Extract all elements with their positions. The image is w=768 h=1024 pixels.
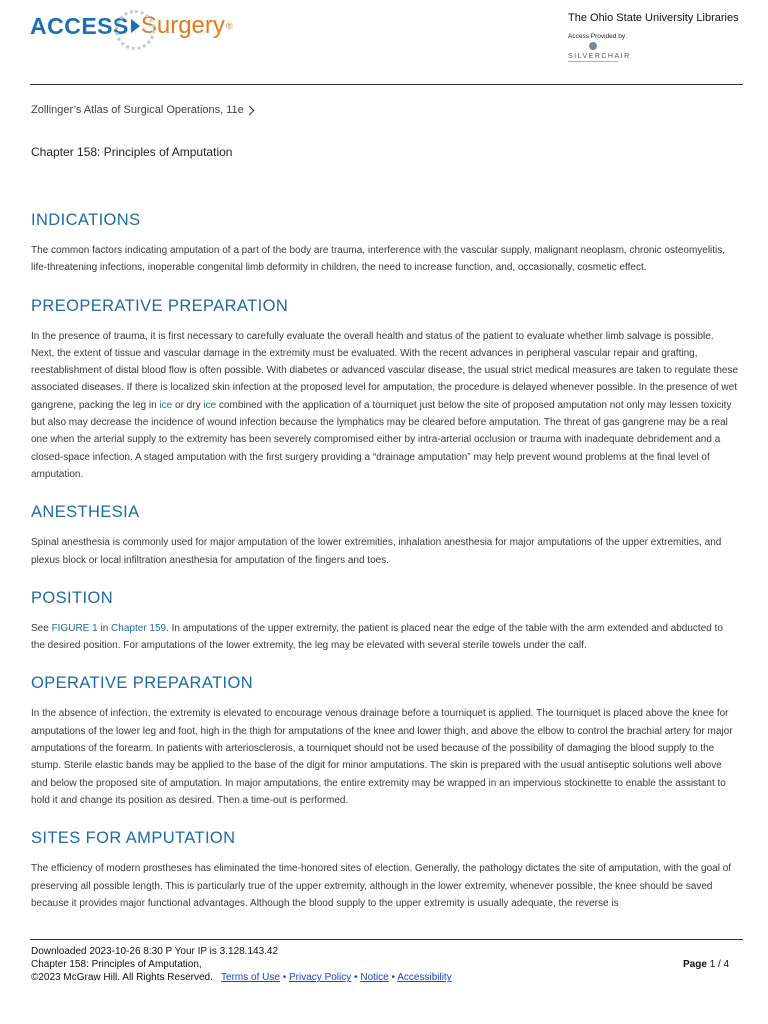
- logo-surgery-text: Surgery: [140, 12, 225, 39]
- footer-separator: •: [354, 972, 358, 984]
- dry-ice-link[interactable]: ice: [203, 399, 217, 411]
- preoperative-text-a: In the presence of trauma, it is first necessary to carefully evaluate the overall health and status of the patient to evaluate whether limb salvage is possible. Next, the extent of tissue and vascular damage in the extremity must be evaluated. With the recent advances in peripheral vascular repair and grafting, reestablishment of distal blood flow is often possible. With diabetes or advanced vascular disease, the usual strict medical measures are taken to regulate these associated diseases. If there is localized skin infection at the proposed level for amputation, the procedure is delayed whenever possible. In the presence of wet gangrene, packing the leg in: [31, 330, 739, 411]
- chapter-159-link[interactable]: Chapter 159: [111, 622, 167, 634]
- footer-divider: [30, 939, 743, 940]
- preoperative-text: [31, 328, 739, 484]
- heading-position: POSITION: [31, 588, 114, 607]
- download-info: Downloaded 2023-10-26 8:30 P Your IP is 3.128.143.42: [31, 946, 279, 957]
- silverchair-globe-icon: [589, 42, 597, 50]
- header: [0, 0, 768, 84]
- heading-preoperative-preparation: PREOPERATIVE PREPARATION: [31, 296, 289, 315]
- breadcrumb-book-link[interactable]: Zollinger’s Atlas of Surgical Operations, 11e: [31, 104, 244, 116]
- footer: [31, 945, 452, 985]
- footer-separator: •: [282, 972, 287, 984]
- heading-indications: INDICATIONS: [31, 211, 141, 229]
- position-text: [31, 620, 739, 655]
- footer-separator: •: [391, 972, 395, 984]
- breadcrumb[interactable]: [31, 104, 253, 116]
- page-number: 1 / 4: [709, 959, 730, 970]
- institution-name: The Ohio State University Libraries: [568, 12, 739, 24]
- sites-text: The efficiency of modern prostheses has eliminated the time-honored sites of election. Generally, the pathology dictates the site of amputation, with the goal of preserving all possible length. This is particularly true of the upper extremity, although in the lower extremity, whenever possible, the knee should be saved because it provides major functional advantages. Although the blood supply to the upper extremity is usually adequate, the reverse is: [31, 863, 732, 909]
- terms-of-use-link[interactable]: Terms of Use: [221, 972, 280, 984]
- footer-copyright-line: [31, 971, 452, 984]
- logo-access-text: ACCESS: [30, 12, 129, 39]
- silverchair-logo: SILVERCHAIR: [568, 53, 631, 60]
- footer-chapter: Chapter 158: Principles of Amputation,: [31, 959, 202, 971]
- heading-anesthesia: ANESTHESIA: [31, 503, 140, 522]
- preoperative-text-c: combined with the application of a tourniquet just below the site of proposed amputation not only may lessen toxicity but also may decrease the incidence of wound infection because the lymphatics may be cleared before amputation. The threat of gas gangrene may be a real one when the arterial supply to the extremity has been severely compromised either by intra-arterial occlusion or trauma with inadequate debridement and a closed-space infection. A staged amputation with the first surgery providing a “drainage amputation” may help prevent wound problems at the final level of amputation.: [31, 399, 732, 480]
- operative-text: In the absence of infection, the extremity is elevated to encourage venous drainage before a tourniquet is applied. The tourniquet is placed above the knee for amputations of the lower leg and foot, high in the thigh for amputations of the knee and lower thigh, and above the elbow to control the brachial artery for major amputations of the forearm. In patients with arteriosclerosis, a tourniquet should not be used because of the possibility of damaging the blood supply to the stump. Sterile elastic bands may be applied to the base of the digit for minor amputations. The skin is prepared with the usual antiseptic solutions well above and below the proposed site of amputation. In major amputations, the entire extremity may be wrapped in an impervious stockinette to enable the assistant to hold it and change its position as desired. Then a time-out is performed.: [31, 708, 733, 806]
- silverchair-logo-rule: [568, 61, 618, 62]
- anesthesia-text: Spinal anesthesia is commonly used for major amputation of the lower extremities, inhalation anesthesia for major amputations of the upper extremities, and plexus block or local infiltration anesthesia for amputation of the fingers and toes.: [31, 537, 722, 566]
- heading-operative-preparation: OPERATIVE PREPARATION: [31, 674, 254, 693]
- ice-link[interactable]: ice: [159, 399, 173, 411]
- accesssurgery-logo[interactable]: [30, 12, 233, 40]
- access-provided-label: Access Provided by:: [568, 33, 627, 40]
- chevron-right-icon: [244, 105, 254, 115]
- preoperative-text-b: or dry: [172, 399, 204, 411]
- chapter-title: Chapter 158: Principles of Amputation: [31, 145, 233, 159]
- indications-text: The common factors indicating amputation of a part of the body are trauma, interference with the vascular supply, malignant neoplasm, chronic osteomyelitis, life-threatening infections, inoperable congenital limb deformity in children, the need to increase function, and, occasionally, cosmetic effect.: [31, 245, 726, 274]
- position-text-b: in: [97, 622, 112, 634]
- position-text-a: See: [31, 622, 52, 634]
- position-text-c: . In amputations of the upper extremity, the patient is placed near the edge of the table with the arm extended and abducted to the desired position. For amputations of the lower extremity, the leg may be elevated with several sterile towels under the calf.: [31, 622, 723, 652]
- logo-gear-icon: [115, 10, 155, 50]
- article-body: [31, 207, 739, 935]
- figure-1-link[interactable]: FIGURE 1: [51, 622, 98, 634]
- header-divider: [30, 84, 743, 85]
- privacy-policy-link[interactable]: Privacy Policy: [289, 972, 352, 984]
- page-label: Page: [683, 959, 707, 970]
- accessibility-link[interactable]: Accessibility: [397, 972, 452, 984]
- notice-link[interactable]: Notice: [360, 972, 389, 984]
- registered-mark: ®: [225, 21, 233, 31]
- copyright-text: ©2023 McGraw Hill. All Rights Reserved.: [31, 972, 213, 984]
- page-indicator: [683, 959, 729, 970]
- heading-sites-for-amputation: SITES FOR AMPUTATION: [31, 829, 236, 848]
